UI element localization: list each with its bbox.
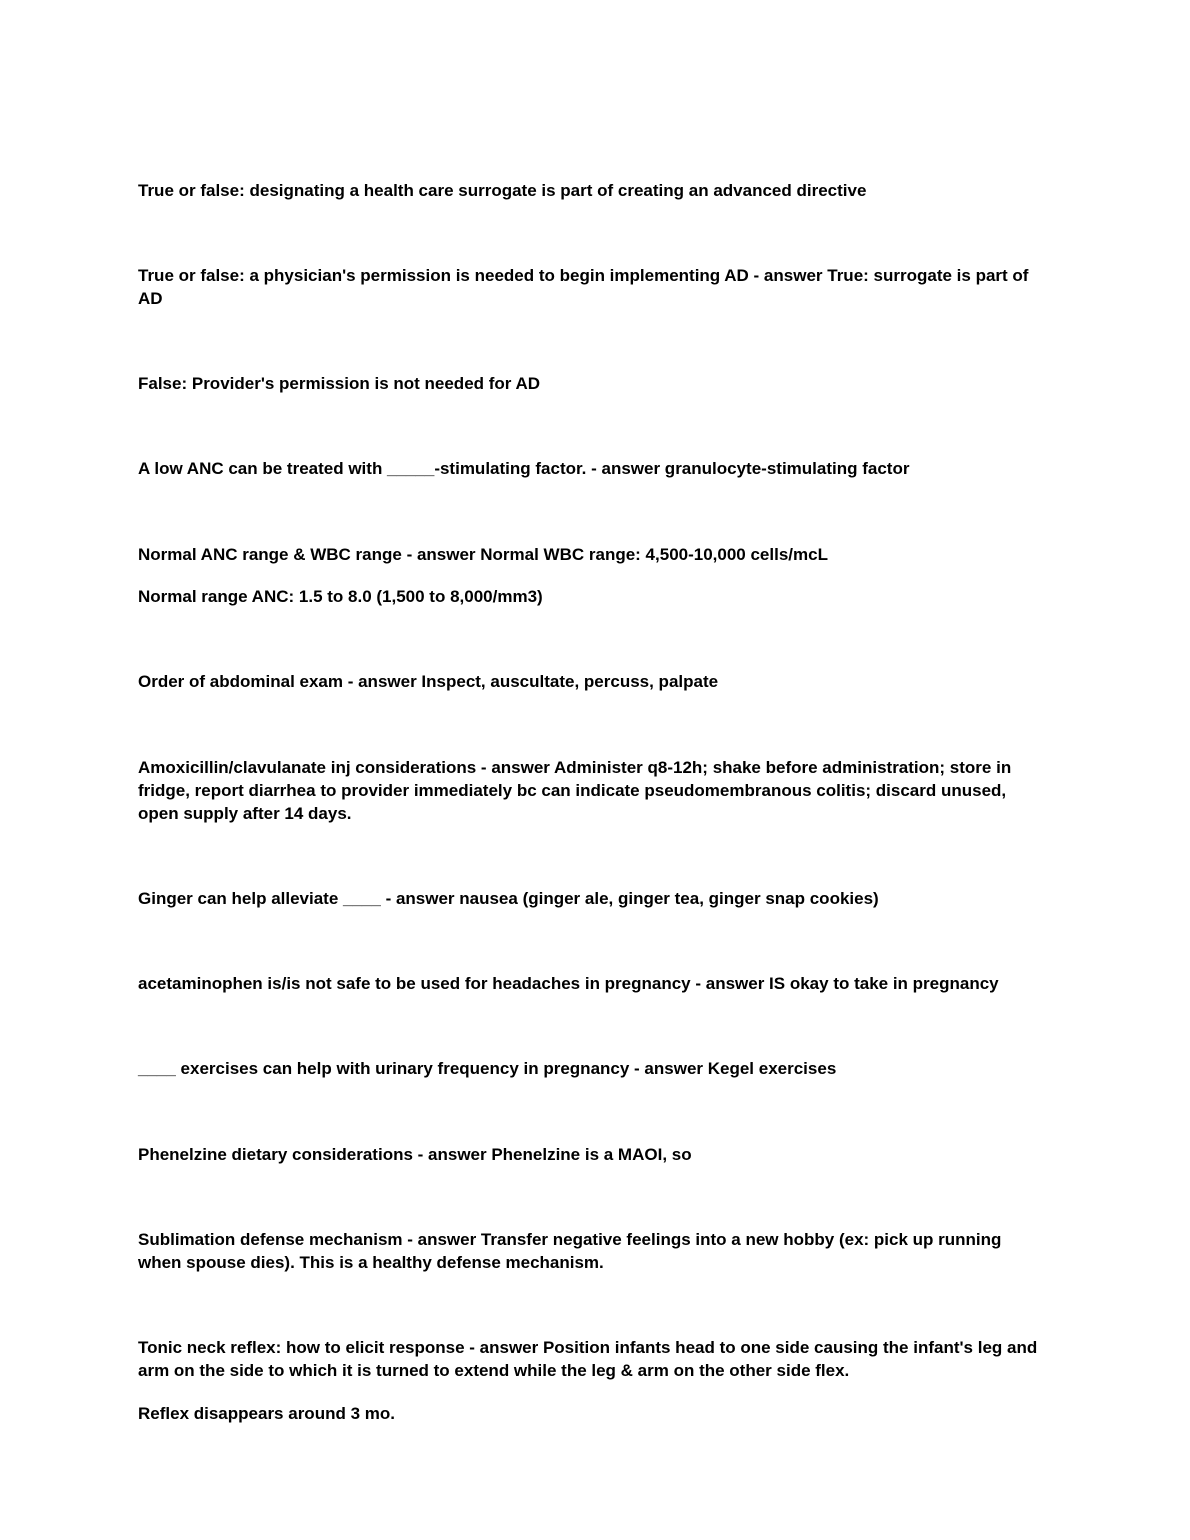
paragraph-sublimation: Sublimation defense mechanism - answer Transfer negative feelings into a new hobby (ex: pick up running when spouse dies). This is a healthy defense mechanism. bbox=[138, 1230, 1002, 1272]
paragraph-anc-wbc-range: Normal ANC range & WBC range - answer Normal WBC range: 4,500-10,000 cells/mcL bbox=[138, 545, 828, 564]
paragraph-reflex-disappears: Reflex disappears around 3 mo. bbox=[138, 1404, 395, 1423]
paragraph-tonic-neck-reflex: Tonic neck reflex: how to elicit response - answer Position infants head to one side causing the infant's leg and arm on the side to which it is turned to extend while the leg & arm on the other side flex. bbox=[138, 1338, 1038, 1380]
paragraph-ginger: Ginger can help alleviate ____ - answer nausea (ginger ale, ginger tea, ginger snap cookies) bbox=[138, 889, 879, 908]
paragraph-advance-directive-question: True or false: designating a health care surrogate is part of creating an advanced directive bbox=[138, 181, 867, 200]
paragraph-low-anc: A low ANC can be treated with _____-stimulating factor. - answer granulocyte-stimulating factor bbox=[138, 459, 910, 478]
paragraph-kegel: ____ exercises can help with urinary frequency in pregnancy - answer Kegel exercises bbox=[138, 1059, 837, 1078]
paragraph-provider-permission-answer: False: Provider's permission is not needed for AD bbox=[138, 374, 541, 393]
paragraph-acetaminophen: acetaminophen is/is not safe to be used for headaches in pregnancy - answer IS okay to take in pregnancy bbox=[138, 974, 999, 993]
paragraph-amoxicillin: Amoxicillin/clavulanate inj considerations - answer Administer q8-12h; shake before administration; store in fridge, report diarrhea to provider immediately bc can indicate pseudomembranous colitis; discard unused, open supply after 14 days. bbox=[138, 758, 1012, 823]
paragraph-abdominal-exam: Order of abdominal exam - answer Inspect, auscultate, percuss, palpate bbox=[138, 672, 719, 691]
paragraph-phenelzine: Phenelzine dietary considerations - answer Phenelzine is a MAOI, so bbox=[138, 1145, 692, 1164]
paragraph-physician-permission: True or false: a physician's permission is needed to begin implementing AD - answer True: surrogate is part of AD bbox=[138, 266, 1029, 308]
paragraph-anc-normal-range: Normal range ANC: 1.5 to 8.0 (1,500 to 8,000/mm3) bbox=[138, 587, 543, 606]
